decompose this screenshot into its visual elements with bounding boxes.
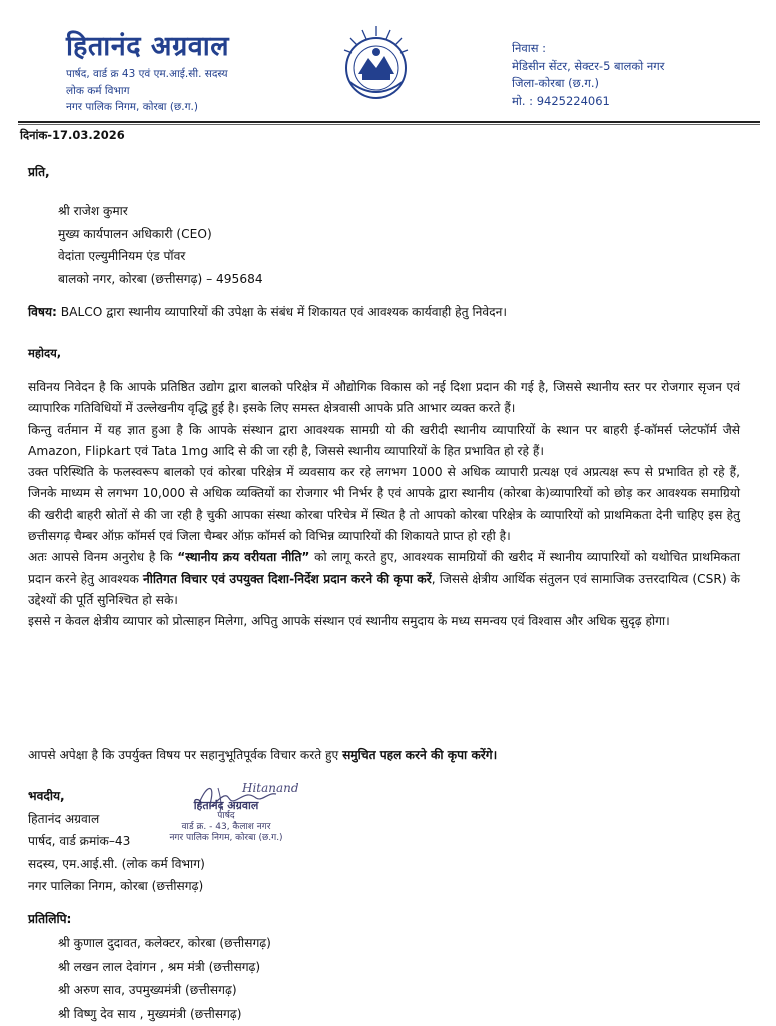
body-text: को लागू करते हुए, आवश्यक सामग्रियों की खरीद में स्थानीय व्यापारियों को यथोचित प्राथमिकता प्रदान करने हेतु आवश्यक xyxy=(28,550,740,585)
signer-name: हितानंद अग्रवाल xyxy=(28,808,205,831)
designation-line: पार्षद, वार्ड क्र 43 एवं एम.आई.सी. सदस्य xyxy=(66,66,228,83)
residence-address: मेडिसीन सेंटर, सेक्टर-5 बालको नगर xyxy=(512,58,664,76)
recipient-name: श्री राजेश कुमार xyxy=(58,200,263,223)
recipient-org: वेदांता एल्युमीनियम एंड पॉवर xyxy=(58,245,263,268)
cc-item: श्री लखन लाल देवांगन , श्रम मंत्री (छत्तीसगढ़) xyxy=(58,956,271,980)
salutation: महोदय, xyxy=(28,343,61,364)
cc-item: श्री विष्णु देव साय , मुख्यमंत्री (छत्तीसगढ़) xyxy=(58,1003,271,1026)
designation-line: लोक कर्म विभाग xyxy=(66,83,228,100)
designation-line: नगर पालिक निगम, कोरबा (छ.ग.) xyxy=(66,99,228,116)
header-divider xyxy=(18,121,760,123)
residence-label: निवास : xyxy=(512,40,664,58)
body-paragraph: किन्तु वर्तमान में यह ज्ञात हुआ है कि आपके संस्थान द्वारा आवश्यक सामग्री यो की खरीदी स्थानीय व्यापारियों के स्थान पर बाहरी ई-कॉमर्स प्लेटफॉर्म जैसे Amazon, Flipkart एवं Tata 1mg आदि से की जा रही है, जिससे स्थानीय व्यापारियों के हित प्रभावित हो रहे हैं। xyxy=(28,420,740,463)
cc-item: श्री कुणाल दुदावत, कलेक्टर, कोरबा (छत्तीसगढ़) xyxy=(58,932,271,956)
letter-body xyxy=(28,377,740,633)
closing-text: आपसे अपेक्षा है कि उपर्युक्त विषय पर सहानुभूतिपूर्वक विचार करते हुए xyxy=(28,748,342,762)
body-text: अतः आपसे विनम अनुरोध है कि xyxy=(28,550,177,564)
body-paragraph xyxy=(28,547,740,611)
recipient-title: मुख्य कार्यपालन अधिकारी (CEO) xyxy=(58,223,263,246)
signer-membership: सदस्य, एम.आई.सी. (लोक कर्म विभाग) xyxy=(28,853,205,876)
cc-item: श्री अरुण साव, उपमुख्यमंत्री (छत्तीसगढ़) xyxy=(58,979,271,1003)
stamp-name: हितानंद अग्रवाल xyxy=(166,800,286,811)
policy-name: “स्थानीय क्रय वरीयता नीति” xyxy=(177,550,309,564)
request-emphasis: नीतिगत विचार एवं उपयुक्त दिशा-निर्देश प्रदान करने की कृपा करें xyxy=(143,572,432,586)
body-paragraph: सविनय निवेदन है कि आपके प्रतिष्ठित उद्योग द्वारा बालको परिक्षेत्र में औद्योगिक विकास को नई दिशा प्रदान की गई है, जिससे स्थानीय स्तर पर रोजगार सृजन एवं व्यापारिक गतिविधियों में उल्लेखनीय वृद्धि हुई है। इसके लिए समस्त क्षेत्रवासी आपके प्रति आभार व्यक्त करते हैं। xyxy=(28,377,740,420)
sign-off-label: भवदीय, xyxy=(28,785,205,808)
body-text: , जिससे क्षेत्रीय आर्थिक संतुलन एवं सामाजिक उत्तरदायित्व (CSR) के उद्देश्यों की पूर्ति सुनिश्चित हो सके। xyxy=(28,572,740,607)
stamp-ward: वार्ड क्र. - 43, कैलाश नगर xyxy=(166,822,286,833)
stamp-title: पार्षद xyxy=(166,811,286,822)
residence-phone: मो. : 9425224061 xyxy=(512,93,664,111)
cc-list xyxy=(58,932,271,1026)
closing-line xyxy=(28,745,497,766)
official-stamp xyxy=(166,800,286,844)
subject-text: BALCO द्वारा स्थानीय व्यापारियों की उपेक्षा के संबंध में शिकायत एवं आवश्यक कार्यवाही हेतु निवेदन। xyxy=(57,305,507,319)
letterhead-residence xyxy=(512,40,664,110)
body-paragraph: इससे न केवल क्षेत्रीय व्यापार को प्रोत्साहन मिलेगा, अपितु आपके संस्थान एवं स्थानीय समुदाय के मध्य समन्वय एवं विश्वास और अधिक सुदृढ़ होगा। xyxy=(28,611,740,632)
stamp-corporation: नगर पालिक निगम, कोरबा (छ.ग.) xyxy=(166,833,286,844)
signer-corporation: नगर पालिका निगम, कोरबा (छत्तीसगढ़) xyxy=(28,875,205,898)
letterhead-designation xyxy=(66,66,228,116)
letter-date: दिनांक-17.03.2026 xyxy=(20,125,125,146)
municipal-emblem-icon xyxy=(336,22,416,106)
header-divider-thin xyxy=(18,124,760,125)
signer-ward: पार्षद, वार्ड क्रमांक–43 xyxy=(28,830,205,853)
recipient-location: बालको नगर, कोरबा (छत्तीसगढ़) – 495684 xyxy=(58,268,263,291)
subject-line xyxy=(28,302,507,323)
residence-district: जिला-कोरबा (छ.ग.) xyxy=(512,75,664,93)
letterhead-name: हितानंद अग्रवाल xyxy=(66,26,229,63)
to-label: प्रति, xyxy=(28,162,50,183)
subject-label: विषय: xyxy=(28,305,57,319)
closing-emphasis: समुचित पहल करने की कृपा करेंगे। xyxy=(342,748,497,762)
cc-label: प्रतिलिपि: xyxy=(28,909,71,930)
recipient-address xyxy=(58,200,263,290)
body-paragraph: उक्त परिस्थिति के फलस्वरूप बालको एवं कोरबा परिक्षेत्र में व्यवसाय कर रहे लगभग 1000 से अधिक व्यापारी प्रत्यक्ष एवं अप्रत्यक्ष रूप से प्रभावित हो रहे हैं, जिनके माध्यम से लगभग 10,000 से अधिक व्यक्तियों का रोजगार भी निर्भर है एवं आपके द्वारा स्थानीय (कोरबा के)व्यापारियों को छोड़ कर आवश्यक समाग्रियो की खरीदी बाहरी स्रोतों से की जा रही है चुकी आपका संस्था कोरबा परिचेत्र में स्थित है तो आपको कोरबा परिक्षेत्र के व्यापारियों को प्राथमिकता देनी चाहिए इस हेतु छत्तीसगढ़ चैम्बर ऑफ़ कॉमर्स एवं जिला चैम्बर ऑफ़ कॉमर्स को विभिन्न व्यापारियों की शिकायते प्राप्त हो रही है। xyxy=(28,462,740,547)
signature-script: Hitanand xyxy=(241,781,299,795)
